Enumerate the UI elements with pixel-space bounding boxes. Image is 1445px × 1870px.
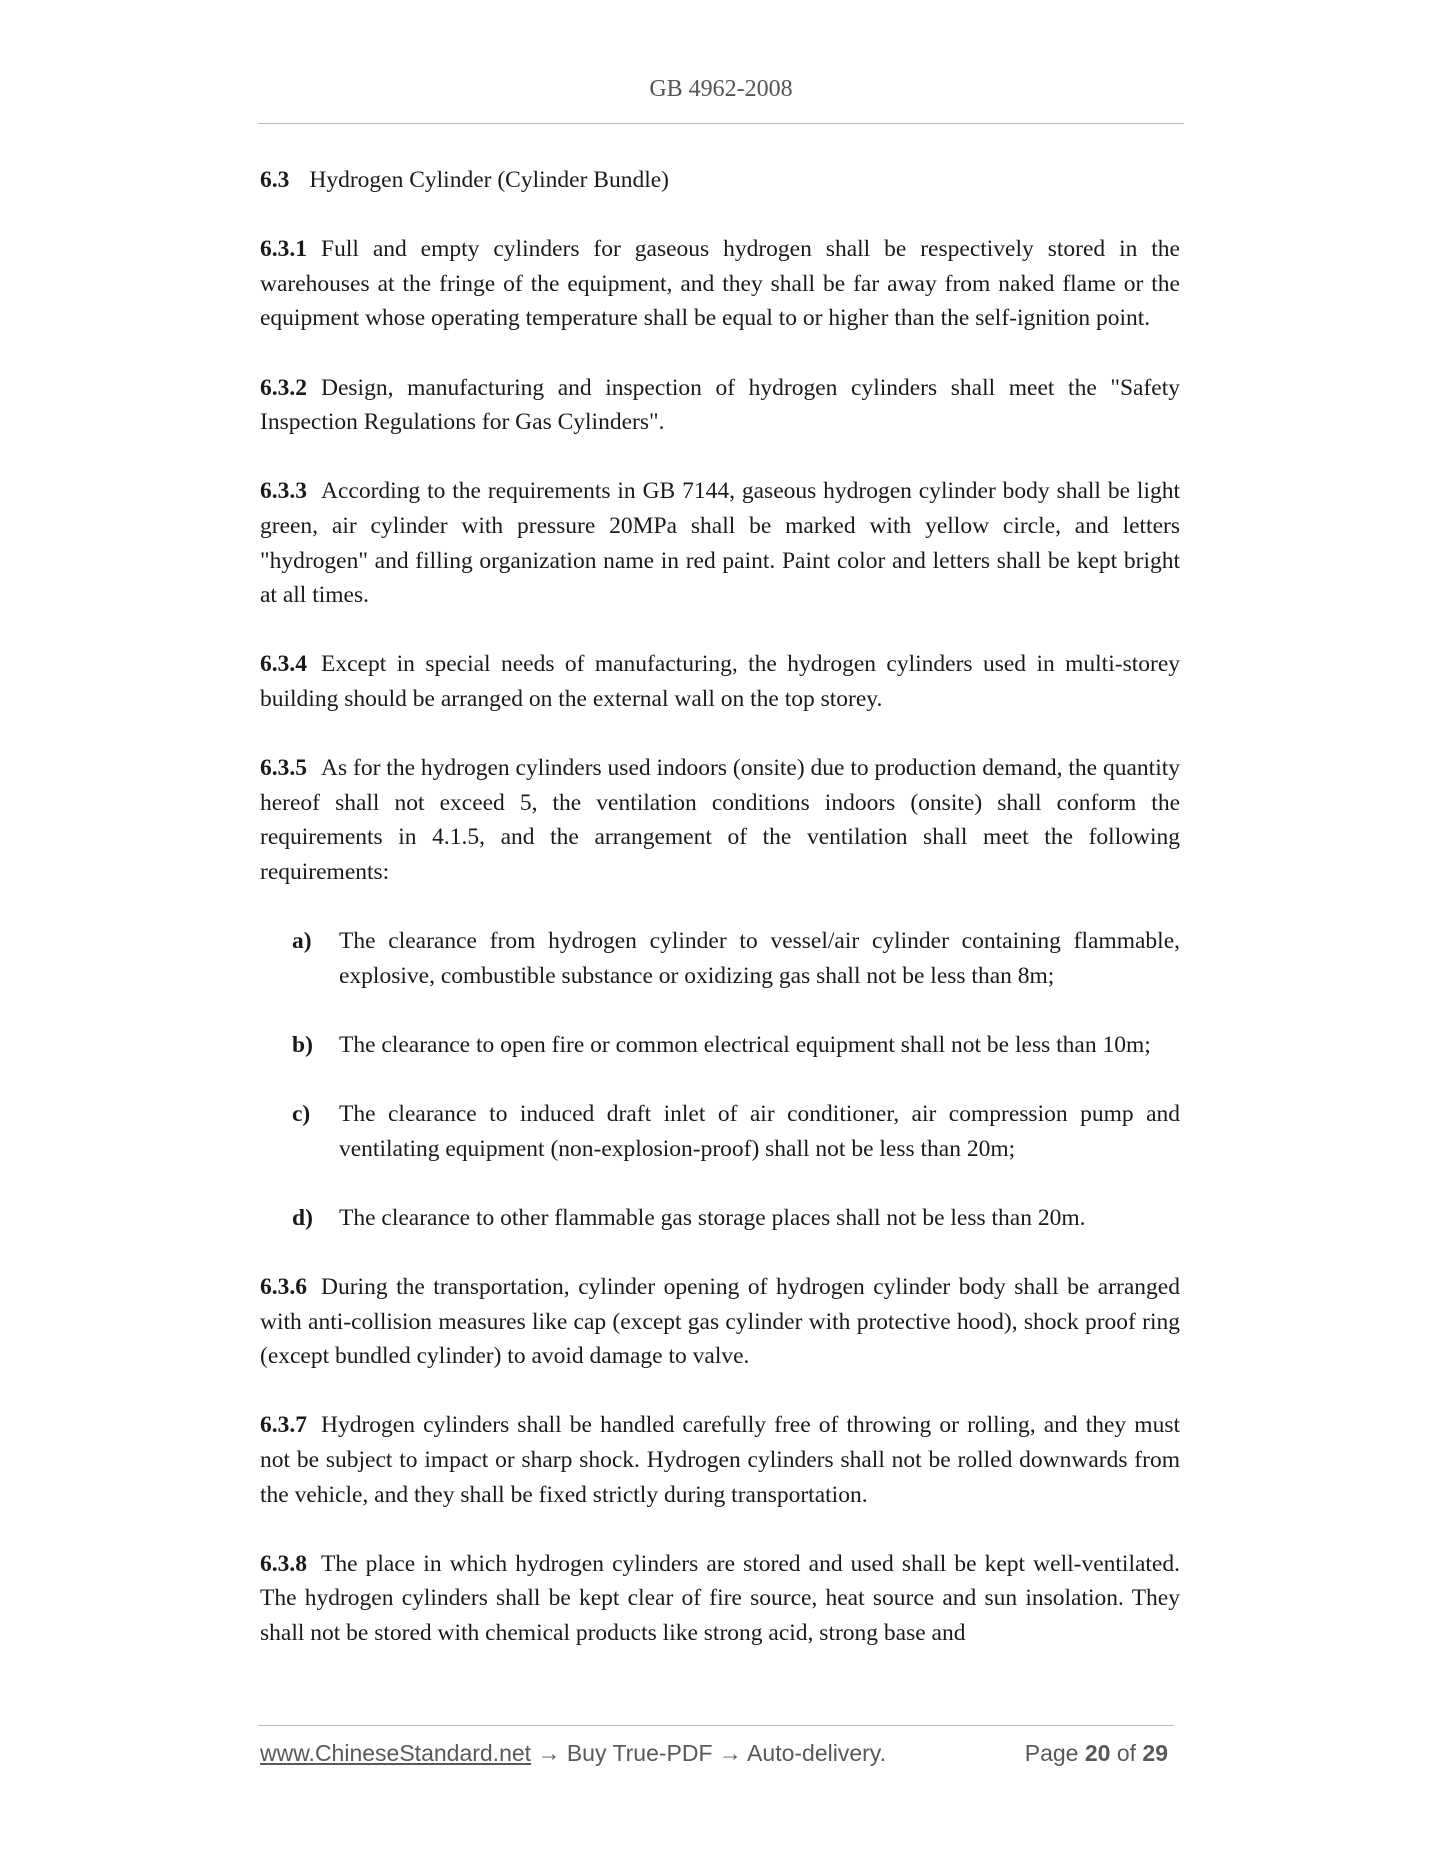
of-label: of (1116, 1740, 1137, 1766)
section-heading-6-3 (260, 163, 1180, 198)
clause-6-3-4 (260, 647, 1180, 716)
page-footer (260, 1740, 1176, 1774)
clause-6-3-8 (260, 1547, 1180, 1651)
section-title: Hydrogen Cylinder (Cylinder Bundle) (309, 167, 669, 193)
clause-text: Full and empty cylinders for gaseous hydrogen shall be respectively stored in the warehouses at the fringe of the equipment, and they shall be far away from naked flame or the equipment whose operating temperature shall be equal to or higher than the self-ignition point. (260, 236, 1180, 332)
clause-6-3-2 (260, 371, 1180, 440)
page-header (258, 76, 1184, 103)
clause-6-3-3 (260, 474, 1180, 612)
clause-text: Except in special needs of manufacturing, the hydrogen cylinders used in multi-storey building should be arranged on the external wall on the top storey. (260, 651, 1180, 712)
clause-text: As for the hydrogen cylinders used indoors (onsite) due to production demand, the quantity hereof shall not exceed 5, the ventilation conditions indoors (onsite) shall conform the requirements in 4.1.5, and the arrangement of the ventilation shall meet the following requirements: (260, 755, 1180, 885)
footer-promo (260, 1740, 886, 1767)
clause-6-3-6 (260, 1270, 1180, 1374)
clause-text: The place in which hydrogen cylinders are stored and used shall be kept well-ventilated. The hydrogen cylinders shall be kept clear of fire source, heat source and sun insolation. They shall not be stored with chemical products like strong acid, strong base and (260, 1550, 1180, 1646)
clause-6-3-5 (260, 751, 1180, 889)
document-body (260, 163, 1180, 1685)
clause-text: Hydrogen cylinders shall be handled carefully free of throwing or rolling, and they must not be subject to impact or sharp shock. Hydrogen cylinders shall not be rolled downwards from the vehicle, and they shall be fixed strictly during transportation. (260, 1412, 1180, 1508)
list-letter: d) (292, 1204, 313, 1231)
total-page-count: 29 (1142, 1740, 1168, 1766)
clause-text: According to the requirements in GB 7144, gaseous hydrogen cylinder body shall be light green, air cylinder with pressure 20MPa shall be marked with yellow circle, and letters "hydrogen" and filling organization name in red paint. Paint color and letters shall be kept bright at all times. (260, 478, 1180, 609)
section-number: 6.3 (260, 167, 290, 193)
list-letter: b) (292, 1031, 313, 1058)
clause-number: 6.3.1 (260, 236, 307, 263)
clause-number: 6.3.5 (260, 755, 307, 782)
footer-divider (258, 1725, 1174, 1726)
list-letter: c) (292, 1101, 311, 1128)
clause-text: During the transportation, cylinder opening of hydrogen cylinder body shall be arranged with anti-collision measures like cap (except gas cylinder with protective hood), shock proof ring (except bundled cylinder) to avoid damage to valve. (260, 1274, 1180, 1370)
list-item-c (260, 1097, 1180, 1166)
list-item-b (260, 1028, 1180, 1063)
clause-number: 6.3.8 (260, 1550, 307, 1577)
clause-text: Design, manufacturing and inspection of hydrogen cylinders shall meet the "Safety Inspection Regulations for Gas Cylinders". (260, 374, 1180, 436)
clause-number: 6.3.3 (260, 478, 307, 505)
list-item-text: The clearance to other flammable gas storage places shall not be less than 20m. (339, 1204, 1086, 1231)
website-link[interactable]: www.ChineseStandard.net (260, 1740, 532, 1766)
header-divider (258, 123, 1184, 124)
list-item-text: The clearance to induced draft inlet of air conditioner, air compression pump and ventilating equipment (non-explosion-proof) shall not be less than 20m; (339, 1101, 1180, 1162)
page-counter (1025, 1740, 1168, 1767)
list-item-text: The clearance from hydrogen cylinder to vessel/air cylinder containing flammable, explosive, combustible substance or oxidizing gas shall not be less than 8m; (339, 928, 1180, 989)
clause-number: 6.3.4 (260, 651, 307, 678)
clause-number: 6.3.6 (260, 1274, 307, 1300)
clause-number: 6.3.2 (260, 374, 307, 401)
clause-6-3-7 (260, 1408, 1180, 1512)
list-item-a (260, 924, 1180, 993)
list-item-d (260, 1201, 1180, 1236)
page-label: Page (1024, 1740, 1079, 1766)
clause-6-3-1 (260, 232, 1180, 336)
clause-number: 6.3.7 (260, 1412, 307, 1439)
current-page-number: 20 (1084, 1740, 1111, 1766)
document-code: GB 4962-2008 (649, 76, 793, 102)
list-item-text: The clearance to open fire or common electrical equipment shall not be less than 10m; (339, 1031, 1151, 1058)
promo-text: → Buy True-PDF → Auto-delivery. (531, 1740, 886, 1766)
list-letter: a) (292, 928, 312, 955)
